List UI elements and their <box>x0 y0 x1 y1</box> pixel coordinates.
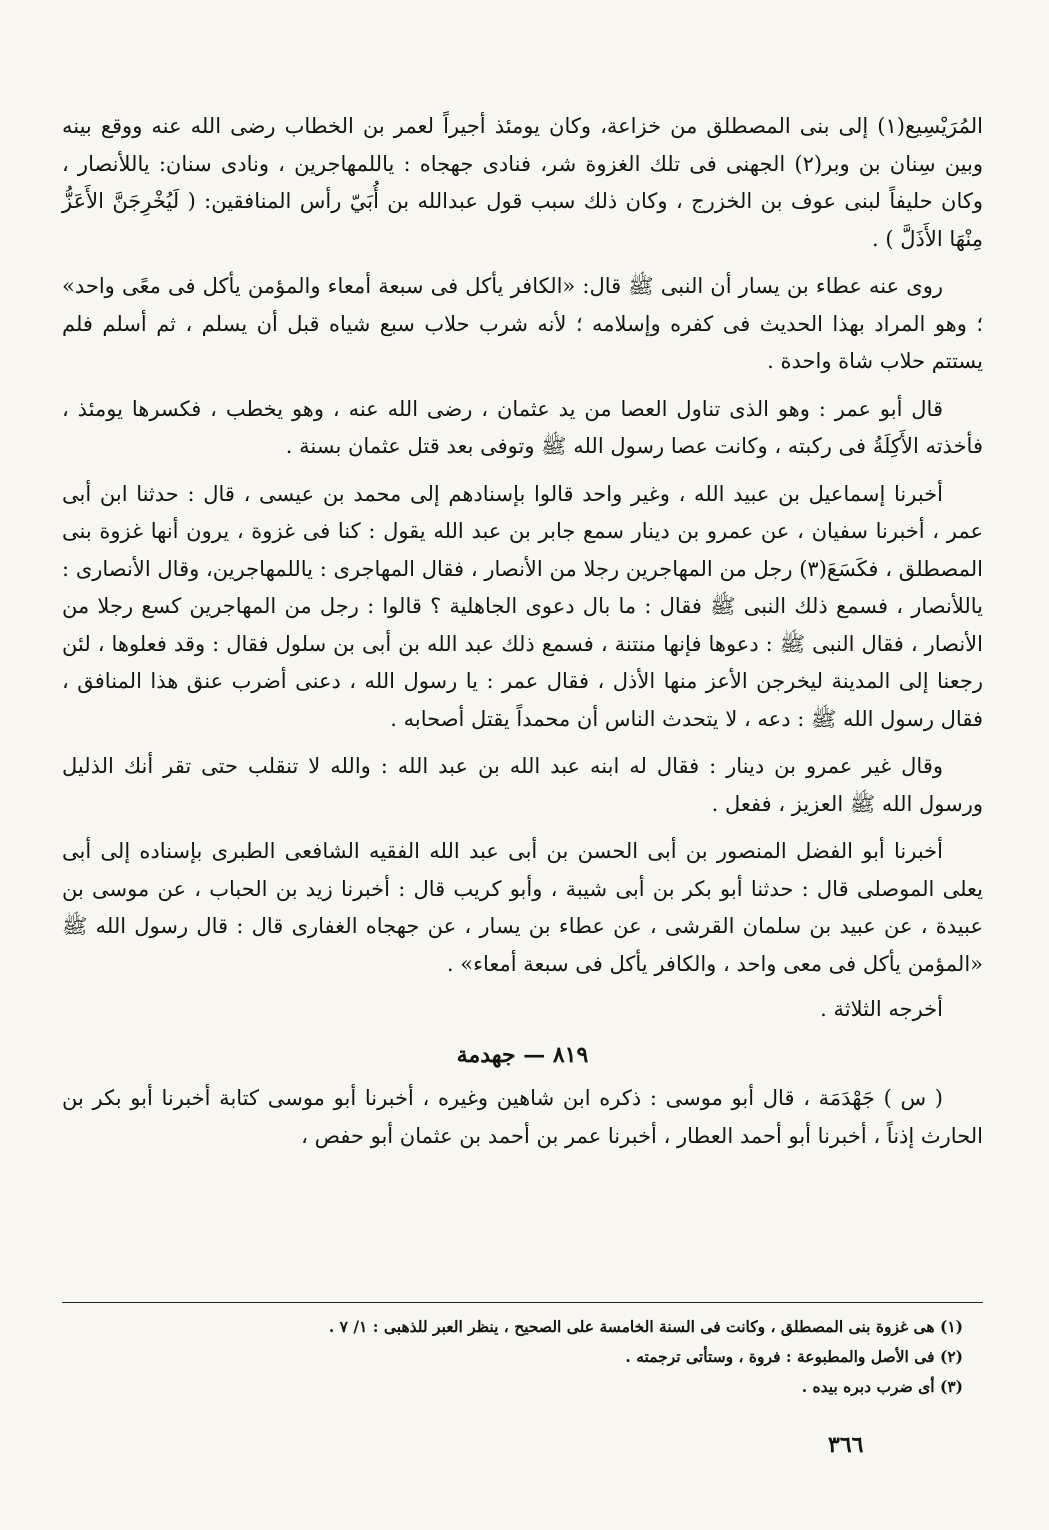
footnotes <box>62 1312 983 1402</box>
footnote-3: (٣) أى ضرب دبره بيده . <box>801 1377 963 1396</box>
paragraph-3: قال أبو عمر : وهو الذى تناول العصا من يد عثمان ، رضى الله عنه ، وهو يخطب ، فكسرها يومئذ ، فأخذته الأَكِلَةُ فى ركبته ، وكانت عصا رسول الله ﷺ وتوفى بعد قتل عثمان بسنة . <box>62 396 983 458</box>
main-text <box>62 108 983 1155</box>
footnote-divider <box>62 1302 983 1303</box>
paragraph-1: المُرَيْسِيع(١) إلى بنى المصطلق من خزاعة، وكان يومئذ أجيراً لعمر بن الخطاب رضى الله عنه ووقع بينه وبين سِنان بن وبر(٢) الجهنى فى تلك الغزوة شر، فنادى جهجاه : ياللمهاجرين ، ونادى سنان: ياللأنصار ، وكان حليفاً لبنى عوف بن الخزرج ، وكان ذلك سبب قول عبدالله بن أُبَيّ رأس المنافقين: ( لَيُخْرِجَنَّ الأَعَزُّ مِنْهَا الأَذَلَّ ) . <box>62 114 984 251</box>
footnote-2: (٢) فى الأصل والمطبوعة : فروة ، وستأتى ترجمته . <box>625 1347 963 1366</box>
paragraph-5: وقال غير عمرو بن دينار : فقال له ابنه عبد الله بن عبد الله : والله لا تنقلب حتى تقر أنك الذليل ورسول الله ﷺ العزيز ، ففعل . <box>62 754 983 816</box>
page-number: ٣٦٦ <box>828 1432 864 1458</box>
paragraph-7: أخرجه الثلاثة . <box>820 997 943 1021</box>
paragraph-2: روى عنه عطاء بن يسار أن النبى ﷺ قال: «الكافر يأكل فى سبعة أمعاء والمؤمن يأكل فى معًى واحد» ؛ وهو المراد بهذا الحديث فى كفره وإسلامه ؛ لأنه شرب حلاب سبع شياه قبل أن يسلم ، ثم أسلم فلم يستتم حلاب شاة واحدة . <box>62 274 983 373</box>
entry-heading: ٨١٩ — جهدمة <box>456 1041 589 1068</box>
paragraph-4: أخبرنا إسماعيل بن عبيد الله ، وغير واحد قالوا بإسنادهم إلى محمد بن عيسى ، قال : حدثنا ابن أبى عمر ، أخبرنا سفيان ، عن عمرو بن دينار سمع جابر بن عبد الله يقول : كنا فى غزوة ، يرون أنها غزوة بنى المصطلق ، فكَسَعَ(٣) رجل من المهاجرين رجلا من الأنصار ، فقال المهاجرى : ياللمهاجرين، وقال الأنصارى : ياللأنصار ، فسمع ذلك النبى ﷺ فقال : ما بال دعوى الجاهلية ؟ قالوا : رجل من المهاجرين كسع رجلا من الأنصار ، فقال النبى ﷺ : دعوها فإنها منتنة ، فسمع ذلك عبد الله بن أبى بن سلول فقال : وقد فعلوها ، لئن رجعنا إلى المدينة ليخرجن الأعز منها الأذل ، فقال عمر : يا رسول الله ، دعنى أضرب عنق هذا المنافق ، فقال رسول الله ﷺ : دعه ، لا يتحدث الناس أن محمداً يقتل أصحابه . <box>62 481 983 731</box>
entry-paragraph: ( س ) جَهْدَمَة ، قال أبو موسى : ذكره ابن شاهين وغيره ، أخبرنا أبو موسى كتابة أخبرنا أبو بكر بن الحارث إذناً ، أخبرنا أبو أحمد العطار ، أخبرنا عمر بن أحمد بن عثمان أبو حفص ، <box>62 1086 983 1148</box>
paragraph-6: أخبرنا أبو الفضل المنصور بن أبى الحسن بن أبى عبد الله الفقيه الشافعى الطبرى بإسناده إلى أبى يعلى الموصلى قال : حدثنا أبو بكر بن أبى شيبة ، وأبو كريب قال : أخبرنا زيد بن الحباب ، عن موسى بن عبيدة ، عن عبيد بن سلمان القرشى ، عن عطاء بن يسار ، عن جهجاه الغفارى قال : قال رسول الله ﷺ «المؤمن يأكل فى معى واحد ، والكافر يأكل فى سبعة أمعاء» . <box>62 839 983 976</box>
footnote-1: (١) هى غزوة بنى المصطلق ، وكانت فى السنة الخامسة على الصحيح ، ينظر العبر للذهبى : ١/ ٧ . <box>328 1317 963 1336</box>
